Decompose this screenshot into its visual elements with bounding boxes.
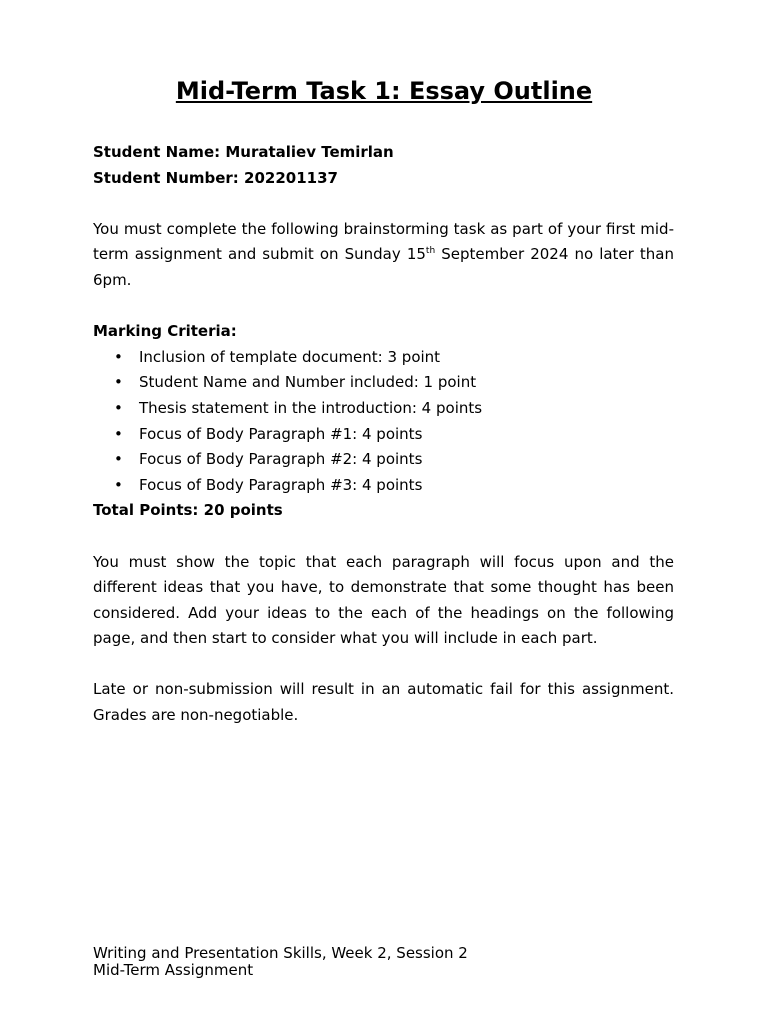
page-footer [93,945,468,979]
spacer [93,652,674,678]
page-title: Mid-Term Task 1: Essay Outline [175,77,593,105]
instructions-paragraph: You must show the topic that each paragraph will focus upon and the different ideas that you have, to demonstrate that some thought has been considered. Add your ideas to the each of the headings on the following page, and then start to consider what you will include in each part. [93,552,674,648]
criteria-item [93,370,674,396]
criteria-item-text: Student Name and Number included: 1 point [139,373,477,392]
criteria-item [93,422,674,448]
criteria-item [93,473,674,499]
bullet-icon: • [114,398,123,417]
criteria-item [93,447,674,473]
warning-paragraph: Late or non-submission will result in an automatic fail for this assignment. Grades are non-negotiable. [93,680,674,725]
spacer [93,191,674,217]
intro-paragraph [93,217,674,294]
document-body [93,140,674,729]
spacer [93,524,674,550]
intro-text-end: September 2024 no later than 6pm. [93,245,674,289]
total-points: Total Points: 20 points [93,501,283,520]
student-number-line: Student Number: 202201137 [93,168,338,187]
criteria-item-text: Focus of Body Paragraph #1: 4 points [139,424,423,443]
bullet-icon: • [114,347,123,366]
student-name-line: Student Name: Murataliev Temirlan [93,143,394,161]
criteria-item-text: Focus of Body Paragraph #3: 4 points [139,475,423,494]
marking-criteria-heading: Marking Criteria: [93,322,237,341]
criteria-item [93,345,674,371]
spacer [93,294,674,320]
criteria-item-text: Focus of Body Paragraph #2: 4 points [139,450,423,469]
ordinal-suffix: th [425,246,436,257]
bullet-icon: • [114,424,123,443]
footer-assignment-line: Mid-Term Assignment [93,961,254,979]
marking-criteria-list [93,345,674,499]
criteria-item-text: Inclusion of template document: 3 point [139,347,441,366]
bullet-icon: • [114,373,123,392]
footer-course-line: Writing and Presentation Skills, Week 2, Session 2 [93,944,468,962]
bullet-icon: • [114,475,123,494]
intro-text: You must complete the following brainstorming task as part of your first mid-term assignment and submit on Sunday 15 [93,219,674,264]
bullet-icon: • [114,450,123,469]
criteria-item-text: Thesis statement in the introduction: 4 points [139,398,483,417]
criteria-item [93,396,674,422]
